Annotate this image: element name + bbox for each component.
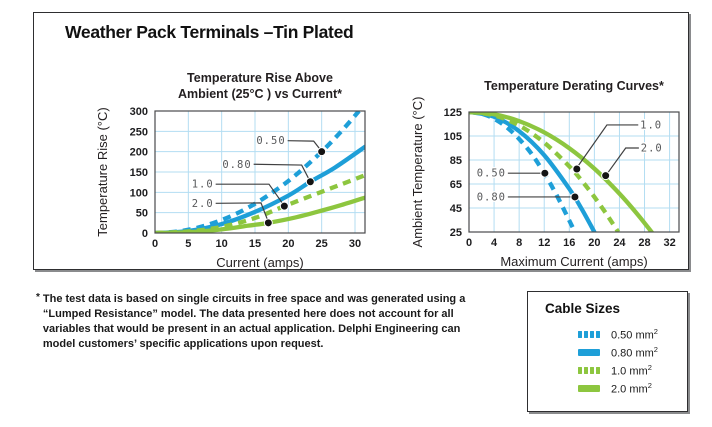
dash-segment [596,331,600,338]
temp-rise-chart [92,61,392,274]
x-tick-label: 16 [563,237,576,249]
marker-dot [318,148,326,156]
x-tick-label: 12 [538,237,551,249]
x-axis-label: Current (amps) [216,255,304,270]
legend-item [578,325,658,343]
y-tick-label: 25 [449,227,462,239]
legend-item [578,361,658,379]
callout-line [288,141,321,151]
legend-label: 0.50 $mm^2$ [611,326,658,342]
y-axis-label: Temperature Rise (°C) [95,107,110,237]
dashed-line-swatch-icon [578,331,602,338]
dash-segment [584,331,588,338]
dash-segment [578,367,582,374]
dash-segment [578,331,582,338]
legend-item [578,379,658,397]
curve-label: 2.0 [640,142,663,155]
solid-segment [578,349,600,356]
x-tick-label: 30 [348,238,362,250]
chart-title: Temperature Rise Above [187,71,333,85]
marker-dot [541,169,549,177]
x-tick-label: 0 [465,237,473,249]
y-tick-label: 50 [135,207,148,220]
legend-label: 0.80 $mm^2$ [611,344,658,360]
curve-label: 2.0 [191,197,214,210]
x-tick-label: 8 [516,237,523,249]
x-tick-label: 28 [638,237,651,249]
x-tick-label: 10 [215,238,228,250]
y-tick-label: 100 [129,187,148,200]
curve-label: 0.80 [222,158,252,171]
marker-dot [602,172,610,180]
legend-rows [578,325,658,397]
x-tick-label: 24 [613,237,626,249]
dash-segment [596,367,600,374]
marker-dot [306,178,314,186]
legend-title: Cable Sizes [545,301,621,316]
chart-title: Temperature Derating Curves* [484,79,664,93]
dash-segment [584,367,588,374]
dashed-line-swatch-icon [578,367,602,374]
x-tick-label: 32 [663,237,676,249]
curve-label: 0.50 [256,135,286,148]
curve-label: 1.0 [640,119,663,132]
y-axis-label: Ambient Temperature (°C) [410,96,425,248]
cable-sizes-legend [527,291,688,412]
marker-dot [571,193,579,201]
dash-segment [590,367,594,374]
x-tick-label: 20 [588,237,601,249]
dash-segment [590,331,594,338]
curve-0.80 [155,147,365,233]
footnote-text [43,292,465,352]
footnote-line: “Lumped Resistance” model. The data presented here does not account for all [42,308,454,320]
footnote-asterisk: * [36,292,40,303]
y-tick-label: 150 [129,167,148,179]
curve-label: 0.50 [476,167,506,180]
footnote-line: The test data is based on single circuits in free space and was generated using a [42,293,466,305]
x-tick-label: 25 [315,238,328,250]
solid-line-swatch-icon [578,385,602,392]
curve-label: 0.80 [476,191,506,204]
y-tick-label: 200 [129,146,148,159]
y-tick-label: 250 [129,126,148,139]
x-axis-label: Maximum Current (amps) [500,254,648,269]
solid-line-swatch-icon [578,349,602,356]
solid-segment [578,385,600,392]
y-tick-label: 85 [449,155,462,167]
derating-chart [406,61,712,274]
marker-dot [280,202,288,210]
page-title: Weather Pack Terminals –Tin Plated [65,22,354,42]
x-tick-label: 0 [151,238,159,250]
curve-label: 1.0 [191,178,214,191]
x-tick-label: 20 [282,238,295,250]
y-tick-label: 125 [443,107,462,119]
legend-label: 1.0 $mm^2$ [611,362,652,378]
marker-dot [264,219,272,227]
y-tick-label: 105 [443,131,462,143]
footnote-line: variables that would be present in an actual application. Delphi Engineering can [42,323,461,335]
footnote [36,292,516,352]
callout-line [608,148,639,173]
x-tick-label: 15 [248,238,262,250]
y-tick-label: 45 [449,203,462,215]
footnote-line: model customers’ specific applications upon request. [42,338,324,350]
x-tick-label: 4 [491,237,498,249]
legend-item [578,343,658,361]
chart-title: Ambient (25°C ) vs Current* [177,87,343,101]
panel-frame [33,12,689,270]
marker-dot [573,165,581,173]
legend-label: 2.0 $mm^2$ [611,380,652,396]
y-tick-label: 300 [129,106,148,118]
y-tick-label: 65 [449,179,462,191]
x-tick-label: 5 [185,238,192,250]
y-tick-label: 0 [141,228,148,240]
